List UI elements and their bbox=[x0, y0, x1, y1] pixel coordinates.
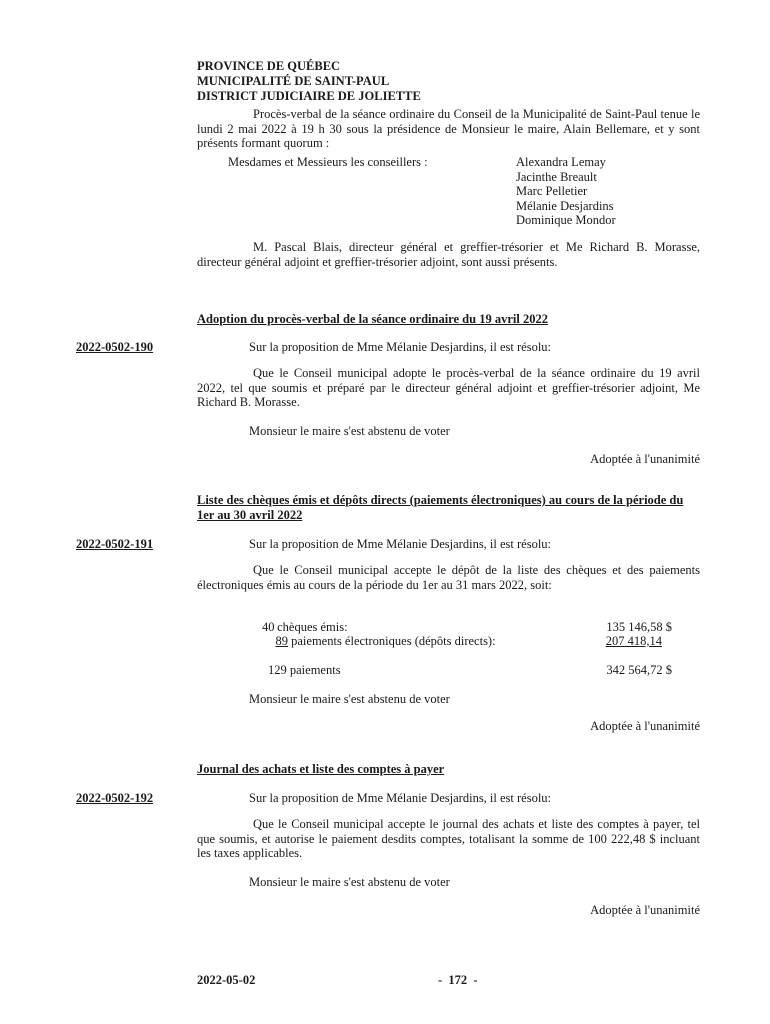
header-province: PROVINCE DE QUÉBEC bbox=[197, 59, 341, 73]
adopted-note: Adoptée à l'unanimité bbox=[590, 719, 700, 733]
page-number: - 172 - bbox=[438, 973, 478, 987]
payment-count: 89 bbox=[275, 634, 288, 648]
abstain-note: Monsieur le maire s'est abstenu de voter bbox=[249, 692, 450, 706]
resolution-number: 2022-0502-190 bbox=[76, 340, 154, 354]
payment-row bbox=[268, 663, 468, 678]
document-header bbox=[197, 59, 421, 104]
payment-count: 40 bbox=[262, 620, 275, 634]
payment-count: 129 bbox=[268, 663, 287, 677]
councillor-name: Jacinthe Breault bbox=[516, 169, 597, 184]
adopted-note: Adoptée à l'unanimité bbox=[590, 903, 700, 917]
councillor-name: Dominique Mondor bbox=[516, 213, 616, 227]
councillor-name: Alexandra Lemay bbox=[516, 155, 606, 169]
proposal-line: Sur la proposition de Mme Mélanie Desjardins, il est résolu: bbox=[249, 340, 552, 354]
resolution-number: 2022-0502-192 bbox=[76, 791, 154, 805]
section-title: Adoption du procès-verbal de la séance ordinaire du 19 avril 2022 bbox=[197, 312, 548, 326]
payment-amount: 342 564,72 $ bbox=[606, 663, 672, 677]
payment-amount: 135 146,58 $ bbox=[606, 620, 672, 634]
payment-row bbox=[262, 620, 542, 635]
payment-label: chèques émis: bbox=[277, 620, 348, 634]
abstain-note: Monsieur le maire s'est abstenu de voter bbox=[249, 424, 450, 438]
section-title: Liste des chèques émis et dépôts directs (paiements électroniques) au cours de la période du 1er au 30 avril 2022 bbox=[197, 493, 684, 522]
resolution-body: Que le Conseil municipal accepte le dépôt de la liste des chèques et des paiements électroniques émis au cours de la période du 1er au 31 mars 2022, soit: bbox=[197, 563, 700, 592]
payment-amount: 207 418,14 bbox=[605, 634, 662, 648]
footer-date: 2022-05-02 bbox=[197, 973, 256, 987]
councillors-label: Mesdames et Messieurs les conseillers : bbox=[228, 155, 428, 169]
intro-paragraph: Procès-verbal de la séance ordinaire du Conseil de la Municipalité de Saint-Paul tenue le lundi 2 mai 2022 à 19 h 30 sous la présidence de Monsieur le maire, Alain Bellemare, et y sont présents formant quorum : bbox=[197, 107, 700, 150]
payment-row bbox=[262, 634, 562, 649]
section-title: Journal des achats et liste des comptes à payer bbox=[197, 762, 445, 776]
payment-label: paiements électroniques (dépôts directs): bbox=[291, 634, 496, 648]
adopted-note: Adoptée à l'unanimité bbox=[590, 452, 700, 466]
proposal-line: Sur la proposition de Mme Mélanie Desjardins, il est résolu: bbox=[249, 791, 552, 805]
proposal-line: Sur la proposition de Mme Mélanie Desjardins, il est résolu: bbox=[249, 537, 552, 551]
header-district: DISTRICT JUDICIAIRE DE JOLIETTE bbox=[197, 89, 421, 103]
resolution-body: Que le Conseil municipal adopte le procès-verbal de la séance ordinaire du 19 avril 2022, tel que soumis et préparé par le directeur général adjoint et greffier-trésorier adjoint, Me Richard B. Morasse. bbox=[197, 366, 700, 409]
councillor-name: Mélanie Desjardins bbox=[516, 198, 614, 213]
abstain-note: Monsieur le maire s'est abstenu de voter bbox=[249, 875, 450, 889]
councillor-name: Marc Pelletier bbox=[516, 184, 588, 198]
payment-label: paiements bbox=[289, 663, 341, 677]
header-municipality: MUNICIPALITÉ DE SAINT-PAUL bbox=[197, 74, 390, 88]
resolution-body: Que le Conseil municipal accepte le journal des achats et liste des comptes à payer, tel que soumis, et autorise le paiement desdits comptes, totalisant la somme de 100 222,48 $ incluant les taxes applicables. bbox=[197, 817, 700, 860]
staff-present-paragraph: M. Pascal Blais, directeur général et greffier-trésorier et Me Richard B. Morasse, directeur général adjoint et greffier-trésorier adjoint, sont aussi présents. bbox=[197, 240, 700, 269]
resolution-number: 2022-0502-191 bbox=[76, 537, 154, 551]
councillors-list bbox=[516, 155, 616, 228]
